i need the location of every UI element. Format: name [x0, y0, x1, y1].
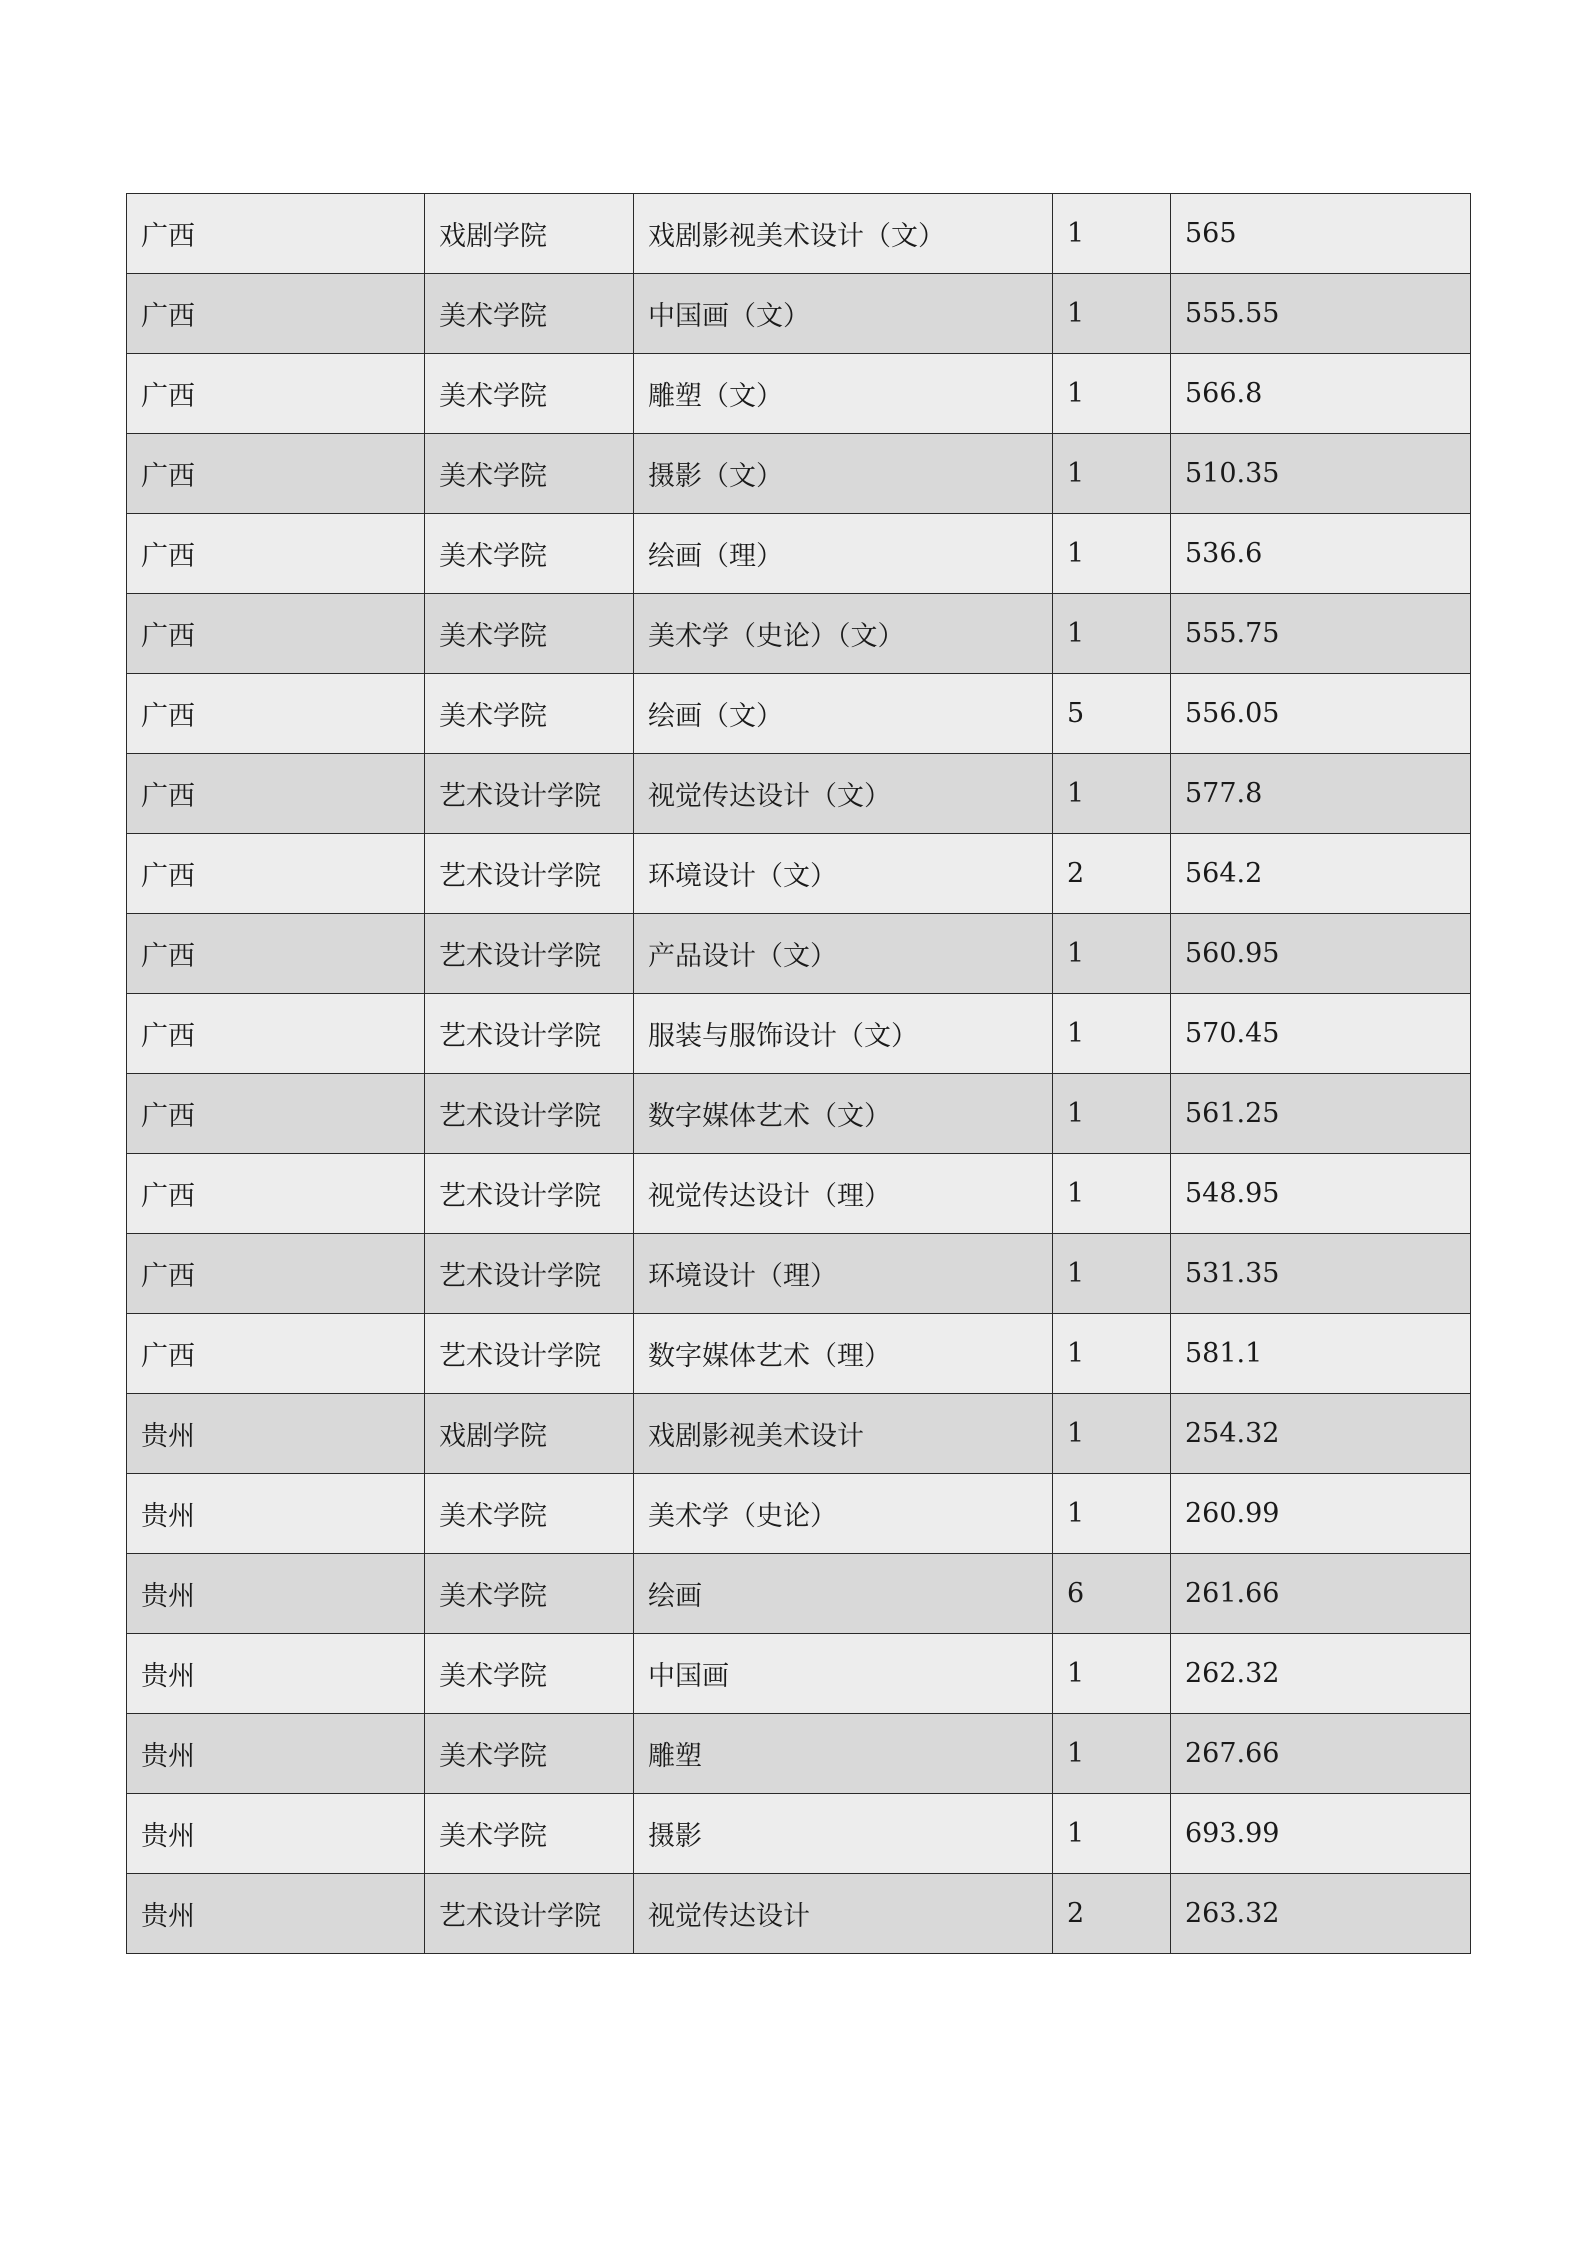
province-cell: 广西: [127, 1154, 425, 1234]
college-cell: 美术学院: [425, 594, 634, 674]
province-cell: 广西: [127, 594, 425, 674]
province-cell: 广西: [127, 434, 425, 514]
college-cell: 艺术设计学院: [425, 1314, 634, 1394]
table-row: [127, 1554, 1471, 1634]
college-cell: 美术学院: [425, 514, 634, 594]
table-row: [127, 1394, 1471, 1474]
score-cell: 693.99: [1171, 1794, 1471, 1874]
quota-cell: 1: [1053, 274, 1171, 354]
province-cell: 广西: [127, 1074, 425, 1154]
score-cell: 581.1: [1171, 1314, 1471, 1394]
college-cell: 艺术设计学院: [425, 994, 634, 1074]
college-cell: 美术学院: [425, 1474, 634, 1554]
major-cell: 环境设计（理）: [634, 1234, 1053, 1314]
score-cell: 254.32: [1171, 1394, 1471, 1474]
major-cell: 戏剧影视美术设计: [634, 1394, 1053, 1474]
province-cell: 广西: [127, 514, 425, 594]
score-cell: 262.32: [1171, 1634, 1471, 1714]
score-cell: 260.99: [1171, 1474, 1471, 1554]
quota-cell: 1: [1053, 1634, 1171, 1714]
college-cell: 艺术设计学院: [425, 754, 634, 834]
college-cell: 艺术设计学院: [425, 1154, 634, 1234]
major-cell: 美术学（史论）: [634, 1474, 1053, 1554]
table-row: [127, 594, 1471, 674]
province-cell: 广西: [127, 194, 425, 274]
quota-cell: 1: [1053, 594, 1171, 674]
college-cell: 美术学院: [425, 1794, 634, 1874]
major-cell: 数字媒体艺术（文）: [634, 1074, 1053, 1154]
province-cell: 广西: [127, 674, 425, 754]
major-cell: 美术学（史论）（文）: [634, 594, 1053, 674]
score-cell: 536.6: [1171, 514, 1471, 594]
score-cell: 561.25: [1171, 1074, 1471, 1154]
table-row: [127, 274, 1471, 354]
score-cell: 564.2: [1171, 834, 1471, 914]
table-row: [127, 1714, 1471, 1794]
quota-cell: 1: [1053, 1474, 1171, 1554]
province-cell: 广西: [127, 914, 425, 994]
major-cell: 中国画（文）: [634, 274, 1053, 354]
college-cell: 美术学院: [425, 1554, 634, 1634]
quota-cell: 1: [1053, 1394, 1171, 1474]
major-cell: 雕塑: [634, 1714, 1053, 1794]
quota-cell: 1: [1053, 1234, 1171, 1314]
quota-cell: 1: [1053, 514, 1171, 594]
province-cell: 广西: [127, 1314, 425, 1394]
table-row: [127, 514, 1471, 594]
quota-cell: 1: [1053, 1314, 1171, 1394]
province-cell: 广西: [127, 354, 425, 434]
major-cell: 绘画: [634, 1554, 1053, 1634]
quota-cell: 1: [1053, 434, 1171, 514]
table-row: [127, 1474, 1471, 1554]
province-cell: 广西: [127, 834, 425, 914]
quota-cell: 1: [1053, 194, 1171, 274]
score-cell: 556.05: [1171, 674, 1471, 754]
major-cell: 绘画（理）: [634, 514, 1053, 594]
college-cell: 美术学院: [425, 1634, 634, 1714]
quota-cell: 1: [1053, 1714, 1171, 1794]
score-cell: 531.35: [1171, 1234, 1471, 1314]
college-cell: 戏剧学院: [425, 194, 634, 274]
province-cell: 广西: [127, 274, 425, 354]
quota-cell: 1: [1053, 1794, 1171, 1874]
province-cell: 广西: [127, 754, 425, 834]
admission-score-table: [126, 193, 1471, 1954]
table-row: [127, 1634, 1471, 1714]
college-cell: 美术学院: [425, 674, 634, 754]
table-row: [127, 1074, 1471, 1154]
major-cell: 产品设计（文）: [634, 914, 1053, 994]
score-cell: 577.8: [1171, 754, 1471, 834]
score-cell: 555.75: [1171, 594, 1471, 674]
province-cell: 贵州: [127, 1794, 425, 1874]
major-cell: 摄影: [634, 1794, 1053, 1874]
quota-cell: 1: [1053, 1074, 1171, 1154]
score-cell: 566.8: [1171, 354, 1471, 434]
quota-cell: 1: [1053, 354, 1171, 434]
college-cell: 戏剧学院: [425, 1394, 634, 1474]
major-cell: 服装与服饰设计（文）: [634, 994, 1053, 1074]
major-cell: 视觉传达设计: [634, 1874, 1053, 1954]
province-cell: 贵州: [127, 1554, 425, 1634]
college-cell: 美术学院: [425, 434, 634, 514]
major-cell: 中国画: [634, 1634, 1053, 1714]
table-row: [127, 194, 1471, 274]
college-cell: 美术学院: [425, 274, 634, 354]
college-cell: 艺术设计学院: [425, 1234, 634, 1314]
table-row: [127, 754, 1471, 834]
major-cell: 环境设计（文）: [634, 834, 1053, 914]
quota-cell: 1: [1053, 754, 1171, 834]
table-body: [127, 194, 1471, 1954]
quota-cell: 2: [1053, 834, 1171, 914]
quota-cell: 6: [1053, 1554, 1171, 1634]
college-cell: 艺术设计学院: [425, 1874, 634, 1954]
major-cell: 雕塑（文）: [634, 354, 1053, 434]
table-row: [127, 834, 1471, 914]
score-cell: 565: [1171, 194, 1471, 274]
province-cell: 广西: [127, 994, 425, 1074]
quota-cell: 5: [1053, 674, 1171, 754]
score-cell: 267.66: [1171, 1714, 1471, 1794]
table-row: [127, 1314, 1471, 1394]
score-cell: 263.32: [1171, 1874, 1471, 1954]
college-cell: 艺术设计学院: [425, 914, 634, 994]
province-cell: 广西: [127, 1234, 425, 1314]
province-cell: 贵州: [127, 1714, 425, 1794]
table-row: [127, 354, 1471, 434]
major-cell: 绘画（文）: [634, 674, 1053, 754]
quota-cell: 1: [1053, 994, 1171, 1074]
major-cell: 视觉传达设计（文）: [634, 754, 1053, 834]
college-cell: 美术学院: [425, 354, 634, 434]
quota-cell: 2: [1053, 1874, 1171, 1954]
score-cell: 560.95: [1171, 914, 1471, 994]
table-row: [127, 1234, 1471, 1314]
major-cell: 视觉传达设计（理）: [634, 1154, 1053, 1234]
quota-cell: 1: [1053, 1154, 1171, 1234]
table-row: [127, 434, 1471, 514]
province-cell: 贵州: [127, 1394, 425, 1474]
score-cell: 510.35: [1171, 434, 1471, 514]
score-cell: 570.45: [1171, 994, 1471, 1074]
table-row: [127, 994, 1471, 1074]
score-cell: 261.66: [1171, 1554, 1471, 1634]
table-row: [127, 674, 1471, 754]
major-cell: 摄影（文）: [634, 434, 1053, 514]
college-cell: 艺术设计学院: [425, 834, 634, 914]
province-cell: 贵州: [127, 1634, 425, 1714]
score-cell: 548.95: [1171, 1154, 1471, 1234]
major-cell: 戏剧影视美术设计（文）: [634, 194, 1053, 274]
table-row: [127, 1874, 1471, 1954]
college-cell: 美术学院: [425, 1714, 634, 1794]
province-cell: 贵州: [127, 1474, 425, 1554]
major-cell: 数字媒体艺术（理）: [634, 1314, 1053, 1394]
table-row: [127, 914, 1471, 994]
table-row: [127, 1154, 1471, 1234]
quota-cell: 1: [1053, 914, 1171, 994]
score-cell: 555.55: [1171, 274, 1471, 354]
province-cell: 贵州: [127, 1874, 425, 1954]
college-cell: 艺术设计学院: [425, 1074, 634, 1154]
table-row: [127, 1794, 1471, 1874]
